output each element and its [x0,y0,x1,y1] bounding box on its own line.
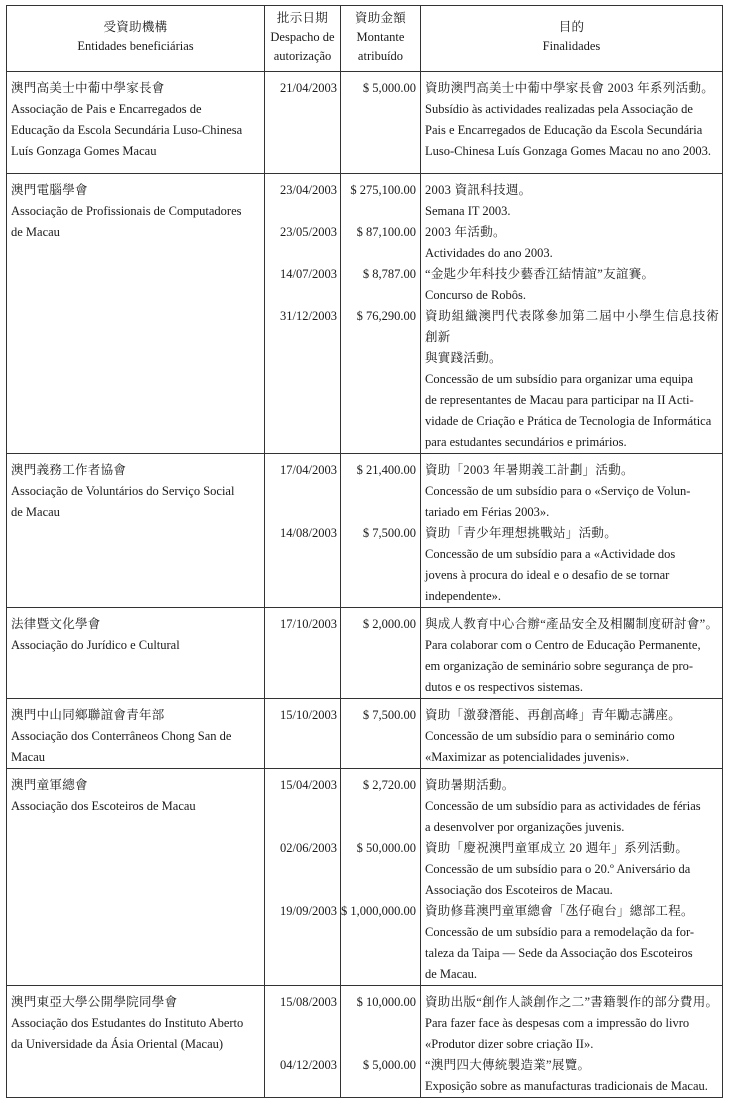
grant-date: 31/12/2003 [280,309,337,323]
grant-amount: $ 87,100.00 [356,225,416,239]
purpose-pt-line: tariado em Férias 2003». [425,505,550,519]
grant-amount: $ 8,787.00 [362,267,416,281]
purpose-pt-line: Actividades do ano 2003. [425,246,553,260]
subsidy-table [6,5,723,1098]
purpose-pt-line: Subsídio às actividades realizadas pela Associação de [425,102,693,116]
purpose-pt-line: independente». [425,589,502,603]
entity-cell [7,608,265,699]
grant-amount: $ 76,290.00 [356,309,416,323]
grant-date: 15/04/2003 [280,778,337,792]
header-amount-pt1: Montante [356,30,405,44]
grant-date: 14/08/2003 [280,526,337,540]
date-cell [265,699,341,769]
purpose-zh-line: “澳門四大傳統製造業”展覽。 [425,1058,591,1072]
purpose-zh-line: 2003 資訊科技週。 [425,183,532,197]
purpose-pt-line: Concessão de um subsídio para o 20.º Aniversário da [425,862,691,876]
purpose-zh-line: 資助「2003 年暑期義工計劃」活動。 [425,463,634,477]
purpose-pt-line: Para fazer face às despesas com a impressão do livro [425,1016,690,1030]
purpose-zh-line: 資助出版“創作人談創作之二”書籍製作的部分費用。 [425,995,719,1009]
grant-date: 02/06/2003 [280,841,337,855]
purpose-zh-line: 資助暑期活動。 [425,778,515,792]
grant-date: 17/04/2003 [280,463,337,477]
entity-cell [7,72,265,174]
header-purpose-zh: 目的 [558,20,585,34]
purpose-zh-line: 2003 年活動。 [425,225,506,239]
entity-name-pt-line: Associação de Voluntários do Serviço Social [11,484,235,498]
entity-name-pt-line: Associação dos Estudantes do Instituto Aberto [11,1016,244,1030]
grant-date: 15/08/2003 [280,995,337,1009]
header-entity-pt: Entidades beneficiárias [77,39,194,53]
table-row [7,608,723,699]
purpose-pt-line: Associação dos Escoteiros de Macau. [425,883,613,897]
purpose-zh-line: “金匙少年科技少藝香江結情誼”友誼賽。 [425,267,655,281]
purpose-cell [421,699,723,769]
purpose-pt-line: «Maximizar as potencialidades juvenis». [425,750,630,764]
grant-amount: $ 7,500.00 [362,708,416,722]
entity-name-pt-line: de Macau [11,225,60,239]
purpose-pt-line: Concurso de Robôs. [425,288,527,302]
entity-cell [7,769,265,986]
header-amount-pt2: atribuído [357,49,404,63]
entity-name-pt-line: Associação de Pais e Encarregados de [11,102,202,116]
purpose-pt-line: para estudantes secundários e primários. [425,435,627,449]
entity-name-zh: 澳門中山同鄉聯誼會青年部 [11,708,165,722]
purpose-pt-line: Concessão de um subsídio para o «Serviço de Volun- [425,484,691,498]
purpose-zh-line: 資助修葺澳門童軍總會「氹仔砲台」總部工程。 [425,904,694,918]
entity-name-zh: 澳門義務工作者協會 [11,463,127,477]
purpose-zh-line: 與成人教育中心合辦“產品安全及相關制度研討會”。 [425,617,719,631]
table-row [7,174,723,454]
purpose-pt-line: Concessão de um subsídio para a remodelação da for- [425,925,695,939]
table-body [7,72,723,1098]
amount-cell [341,608,421,699]
purpose-pt-line: de representantes de Macau para participar na II Acti- [425,393,694,407]
purpose-zh-line: 資助組織澳門代表隊參加第二屆中小學生信息技術創新 [425,309,719,344]
purpose-pt-line: a desenvolver por organizações juvenis. [425,820,625,834]
grant-amount: $ 5,000.00 [362,1058,416,1072]
purpose-pt-line: Concessão de um subsídio para organizar uma equipa [425,372,694,386]
purpose-cell [421,769,723,986]
grant-amount: $ 2,000.00 [362,617,416,631]
grant-amount: $ 5,000.00 [362,81,416,95]
entity-name-pt-line: Macau [11,750,46,764]
purpose-pt-line: «Produtor dizer sobre criação II». [425,1037,594,1051]
purpose-zh-line: 資助澳門高美士中葡中學家長會 2003 年系列活動。 [425,81,715,95]
grant-amount: $ 1,000,000.00 [341,904,416,918]
entity-cell [7,454,265,608]
entity-cell [7,699,265,769]
grant-date: 19/09/2003 [280,904,337,918]
grant-date: 15/10/2003 [280,708,337,722]
entity-name-zh: 澳門東亞大學公開學院同學會 [11,995,178,1009]
header-entity-zh: 受資助機構 [103,20,168,34]
table-row [7,454,723,608]
header-date [265,6,341,72]
purpose-zh-line: 資助「激發潛能、再創高峰」青年勵志講座。 [425,708,682,722]
purpose-pt-line: Concessão de um subsídio para a «Actividade dos [425,547,676,561]
entity-name-pt-line: Educação da Escola Secundária Luso-Chinesa [11,123,243,137]
date-cell [265,608,341,699]
header-entity [7,6,265,72]
amount-cell [341,454,421,608]
grant-date: 17/10/2003 [280,617,337,631]
purpose-pt-line: Exposição sobre as manufacturas tradicionais de Macau. [425,1079,708,1093]
purpose-pt-line: Pais e Encarregados de Educação da Escola Secundária [425,123,703,137]
header-amount-zh: 資助金額 [354,11,407,25]
purpose-pt-line: Para colaborar com o Centro de Educação Permanente, [425,638,701,652]
grant-amount: $ 2,720.00 [362,778,416,792]
purpose-pt-line: Luso-Chinesa Luís Gonzaga Gomes Macau no ano 2003. [425,144,712,158]
entity-name-pt-line: Luís Gonzaga Gomes Macau [11,144,157,158]
entity-name-pt-line: Associação de Profissionais de Computadores [11,204,242,218]
purpose-zh-line: 資助「青少年理想挑戰站」活動。 [425,526,618,540]
purpose-pt-line: vidade de Criação e Prática de Tecnologia de Informática [425,414,712,428]
entity-name-zh: 澳門電腦學會 [11,183,88,197]
table-row [7,72,723,174]
entity-cell [7,986,265,1098]
amount-cell [341,174,421,454]
purpose-pt-line: Concessão de um subsídio para as actividades de férias [425,799,701,813]
entity-name-pt-line: Associação dos Conterrâneos Chong San de [11,729,232,743]
purpose-pt-line: taleza da Taipa — Sede da Associação dos Escoteiros [425,946,693,960]
table-row [7,986,723,1098]
purpose-cell [421,608,723,699]
purpose-cell [421,454,723,608]
grant-date: 21/04/2003 [280,81,337,95]
grant-amount: $ 7,500.00 [362,526,416,540]
entity-name-zh: 法律暨文化學會 [11,617,101,631]
date-cell [265,986,341,1098]
grant-date: 04/12/2003 [280,1058,337,1072]
amount-cell [341,986,421,1098]
header-purpose [421,6,723,72]
purpose-pt-line: Concessão de um subsídio para o seminário como [425,729,675,743]
date-cell [265,174,341,454]
grant-date: 14/07/2003 [280,267,337,281]
header-purpose-pt: Finalidades [542,39,601,53]
table-header-row [7,6,723,72]
header-amount [341,6,421,72]
entity-name-pt-line: da Universidade da Ásia Oriental (Macau) [11,1037,224,1051]
entity-name-pt-line: de Macau [11,505,60,519]
purpose-pt-line: Semana IT 2003. [425,204,511,218]
purpose-pt-line: de Macau. [425,967,478,981]
grant-amount: $ 10,000.00 [356,995,416,1009]
amount-cell [341,72,421,174]
table-row [7,699,723,769]
amount-cell [341,769,421,986]
grant-date: 23/04/2003 [280,183,337,197]
purpose-cell [421,72,723,174]
header-date-zh: 批示日期 [276,11,329,25]
entity-name-pt-line: Associação do Jurídico e Cultural [11,638,180,652]
purpose-pt-line: em organização de seminário sobre segurança de pro- [425,659,694,673]
purpose-cell [421,986,723,1098]
date-cell [265,72,341,174]
entity-name-zh: 澳門高美士中葡中學家長會 [11,81,165,95]
grant-date: 23/05/2003 [280,225,337,239]
entity-name-pt-line: Associação dos Escoteiros de Macau [11,799,196,813]
purpose-pt-line: dutos e os respectivos sistemas. [425,680,583,694]
date-cell [265,454,341,608]
purpose-zh-line: 資助「慶祝澳門童軍成立 20 週年」系列活動。 [425,841,689,855]
entity-cell [7,174,265,454]
subsidy-table-page [6,5,722,1098]
header-date-pt2: autorização [273,49,332,63]
grant-amount: $ 50,000.00 [356,841,416,855]
grant-amount: $ 275,100.00 [350,183,416,197]
entity-name-zh: 澳門童軍總會 [11,778,88,792]
purpose-zh-line: 與實踐活動。 [425,351,502,365]
table-row [7,769,723,986]
amount-cell [341,699,421,769]
purpose-cell [421,174,723,454]
purpose-pt-line: jovens à procura do ideal e o desafio de se tornar [425,568,670,582]
header-date-pt1: Despacho de [270,30,335,44]
date-cell [265,769,341,986]
grant-amount: $ 21,400.00 [356,463,416,477]
